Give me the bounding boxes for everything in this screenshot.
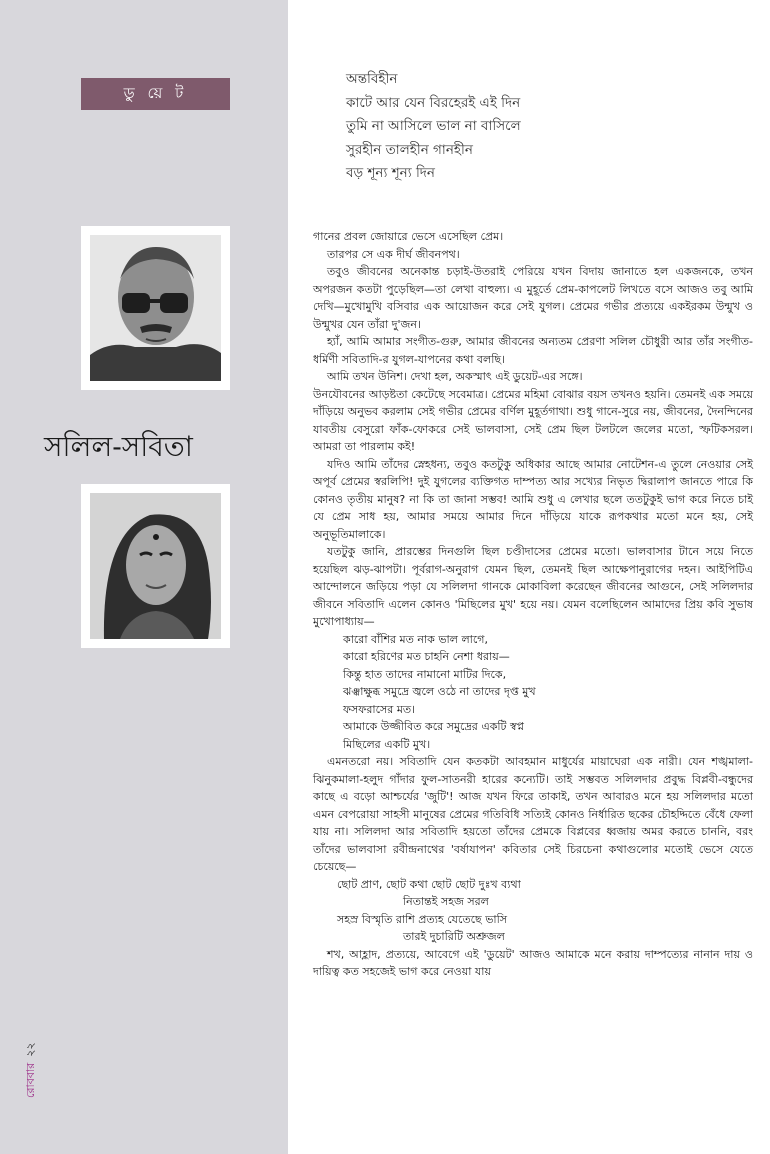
poem-line: ফসফরাসের মত।	[343, 702, 416, 716]
paragraph: গানের প্রবল জোয়ারে ভেসে এসেছিল প্রেম।	[313, 230, 504, 243]
portrait-salil-chowdhury	[81, 226, 230, 390]
quoted-poem	[313, 631, 753, 754]
section-tag: ডু য়ে ট	[81, 78, 230, 110]
paragraph: আমি তখন উনিশ। দেখা হল, অকস্মাৎ এই ডুয়েট-এর সঙ্গে।	[327, 370, 583, 383]
couple-names: সলিল-সবিতা	[44, 430, 193, 463]
paragraph: যদিও আমি তাঁদের স্নেহধন্য, তবুও কতটুকু অধিকার আছে আমার নোটেশন-এ তুলে নেওয়ার সেই অপূর্ব প্রেমের স্বরলিপি! দুই যুগলের ব্যক্তিগত দাম্পত্য আর সখ্যের নিভৃত দ্বিরালাপ জানতে পারে কি কোনও তৃতীয় মানুষ? না কি তা জানা সম্ভব! আমি শুধু এ লেখার ছলে ততটুকুই ভাগ করে নিতে চাই যে প্রেম সাধ হয়, আমার সময়ে আমার দিনে দাঁড়িয়ে যাকে রূপকথার মতো মনে হয়, সেই অনুভূতিমালাকে।	[313, 457, 753, 541]
verse-line: বড় শূন্য শূন্য দিন	[346, 165, 435, 181]
paragraph: তবুও জীবনের অনেকান্ত চড়াই-উতরাই পেরিয়ে যখন বিদায় জানাতে হল একজনকে, তখন অপরজন কতটা পুড়েছিল—তা লেখা বাহুল্য। এ মুহূর্তে প্রেম-কাপলেট লিখতে বসে আজও তবু আমি দেখি—মুখোমুখি বসিবার এক আয়োজন করে সেই যুগল। প্রেমের গভীর প্রত্যয়ে একইরকম উন্মুখ ও উন্মুখর যেন তাঁরা দু'জন।	[313, 265, 753, 331]
verse-line: তুমি না আসিলে ভাল না বাসিলে	[346, 118, 521, 134]
paragraph: হ্যাঁ, আমি আমার সংগীত-গুরু, আমার জীবনের অন্যতম প্রেরণা সলিল চৌধুরী আর তাঁর সংগীত-ধর্মিণী সবিতাদি-র যুগল-যাপনের কথা বলছি।	[313, 335, 753, 366]
poem-line: নিতান্তই সহজ সরল	[403, 895, 489, 908]
poem-line: কারো হরিণের মত চাহনি নেশা ধরায়—	[343, 650, 510, 663]
poem-line: তারই দুচারিটি অশ্রুজল	[403, 930, 505, 943]
paragraph: শখ, আহ্লাদ, প্রত্যয়ে, আবেগে এই 'ডুয়েট' আজও আমাকে মনে করায় দাম্পত্যের নানান দায় ও দায়িত্ব কত সহজেই ভাগ করে নেওয়া যায়	[313, 947, 753, 978]
portrait-man-image	[90, 235, 221, 381]
quoted-poem-tagore	[313, 876, 753, 946]
poem-line: মিছিলের একটি মুখ।	[343, 737, 431, 751]
folio-magazine-name: রোববার	[24, 1062, 37, 1098]
paragraph: এমনতরো নয়। সবিতাদি যেন কতকটা আবহমান মাধুর্যের মায়াঘেরা এক নারী। যেন শঙ্খমালা-ঝিনুকমালা-হলুদ গাঁদার ফুল-সাতনরী হারের কন্যেটি। তাই সম্ভবত সলিলদার প্রবুদ্ধ বিপ্লবী-বন্ধুদের কাছে এ বড়ো আশ্চর্যের 'জুটি'! আজ যখন ফিরে তাকাই, তখন আবারও মনে হয় সলিলদার মতো এমন বেপরোয়া সাহসী মানুষের প্রেমের গতিবিধি সত্যিই কোনও নির্ধারিত ছকের চৌহদ্দিতে বেঁধে ফেলা যায় না। সলিলদা আর সবিতাদি হয়তো তাঁদের প্রেমকে বিপ্লবের ধ্বজায় অমর করতে চাননি, বরং তাঁদের ভালবাসা রবীন্দ্রনাথের 'বর্ষাযাপন' কবিতার সেই চিরচেনা কথাগুলোর মতোই ভেসে যেতে চেয়েছে—	[313, 755, 753, 873]
folio-page-number: ২২	[24, 1042, 37, 1057]
portrait-woman-image	[90, 493, 221, 639]
verse-line: কাটে আর যেন বিরহেরই এই দিন	[346, 94, 521, 111]
sidebar	[0, 0, 288, 1154]
paragraph: উনযৌবনের আড়ষ্টতা কেটেছে সবেমাত্র। প্রেমের মহিমা বোঝার বয়স তখনও হয়নি। তেমনই এক সময়ে দাঁড়িয়ে অনুভব করলাম সেই গভীর প্রেমের বর্ণিল মুহূর্তগাথা। শুধু গানে-সুরে নয়, জীবনের, দৈনন্দিনের যাবতীয় বেসুরো ফাঁক-ফোকরে সেই ভালবাসা, সেই প্রেম ছিল টলটলে জলের মতো, স্ফটিকসরল। আমরা তা পারলাম কই!	[313, 387, 753, 453]
poem-line: ছোট প্রাণ, ছোট কথা ছোট ছোট দুঃখ ব্যথা	[337, 877, 521, 891]
verse-line: সুরহীন তালহীন গানহীন	[346, 141, 473, 158]
poem-line: কারো বাঁশির মত নাক ভাল লাগে,	[343, 632, 488, 646]
paragraph: যতটুকু জানি, প্রারম্ভের দিনগুলি ছিল চণ্ডীদাসের প্রেমের মতো। ভালবাসার টানে সয়ে নিতে হয়েছিল ঝড়-ঝাপটা। পূর্বরাগ-অনুরাগ যেমন ছিল, তেমনই ছিল আক্ষেপানুরাগের দহন। আইপিটিএ আন্দোলনে জড়িয়ে পড়া যে সলিলদা গানকে মোকাবিলা করেছেন জীবনের আগুনে, সেই সলিলদার জীবনে সবিতাদি এলেন কোনও 'মিছিলের মুখ' হয়ে নয়। যেমন বলেছিলেন আমাদের প্রিয় কবি সুভাষ মুখোপাধ্যায়—	[313, 545, 753, 628]
portrait-sabita-chowdhury	[81, 484, 230, 648]
poem-line: ঝঞ্ঝাক্ষুব্ধ সমুদ্রে জ্বলে ওঠে না তাদের দৃপ্ত মুখ	[343, 685, 536, 698]
poem-line: কিন্তু হাত তাদের নামানো মাটির দিকে,	[343, 667, 507, 681]
poem-line: সহস্র বিস্মৃতি রাশি প্রত্যহ যেতেছে ভাসি	[337, 912, 508, 926]
paragraph: তারপর সে এক দীর্ঘ জীবনপথ।	[327, 247, 460, 261]
verse-line: অন্তবিহীন	[346, 71, 398, 87]
epigraph-verse	[346, 68, 726, 186]
article-body	[313, 228, 753, 981]
poem-line: আমাকে উজ্জীবিত করে সমুদ্রের একটি স্বপ্ন	[343, 720, 524, 733]
page-folio	[22, 1042, 41, 1098]
